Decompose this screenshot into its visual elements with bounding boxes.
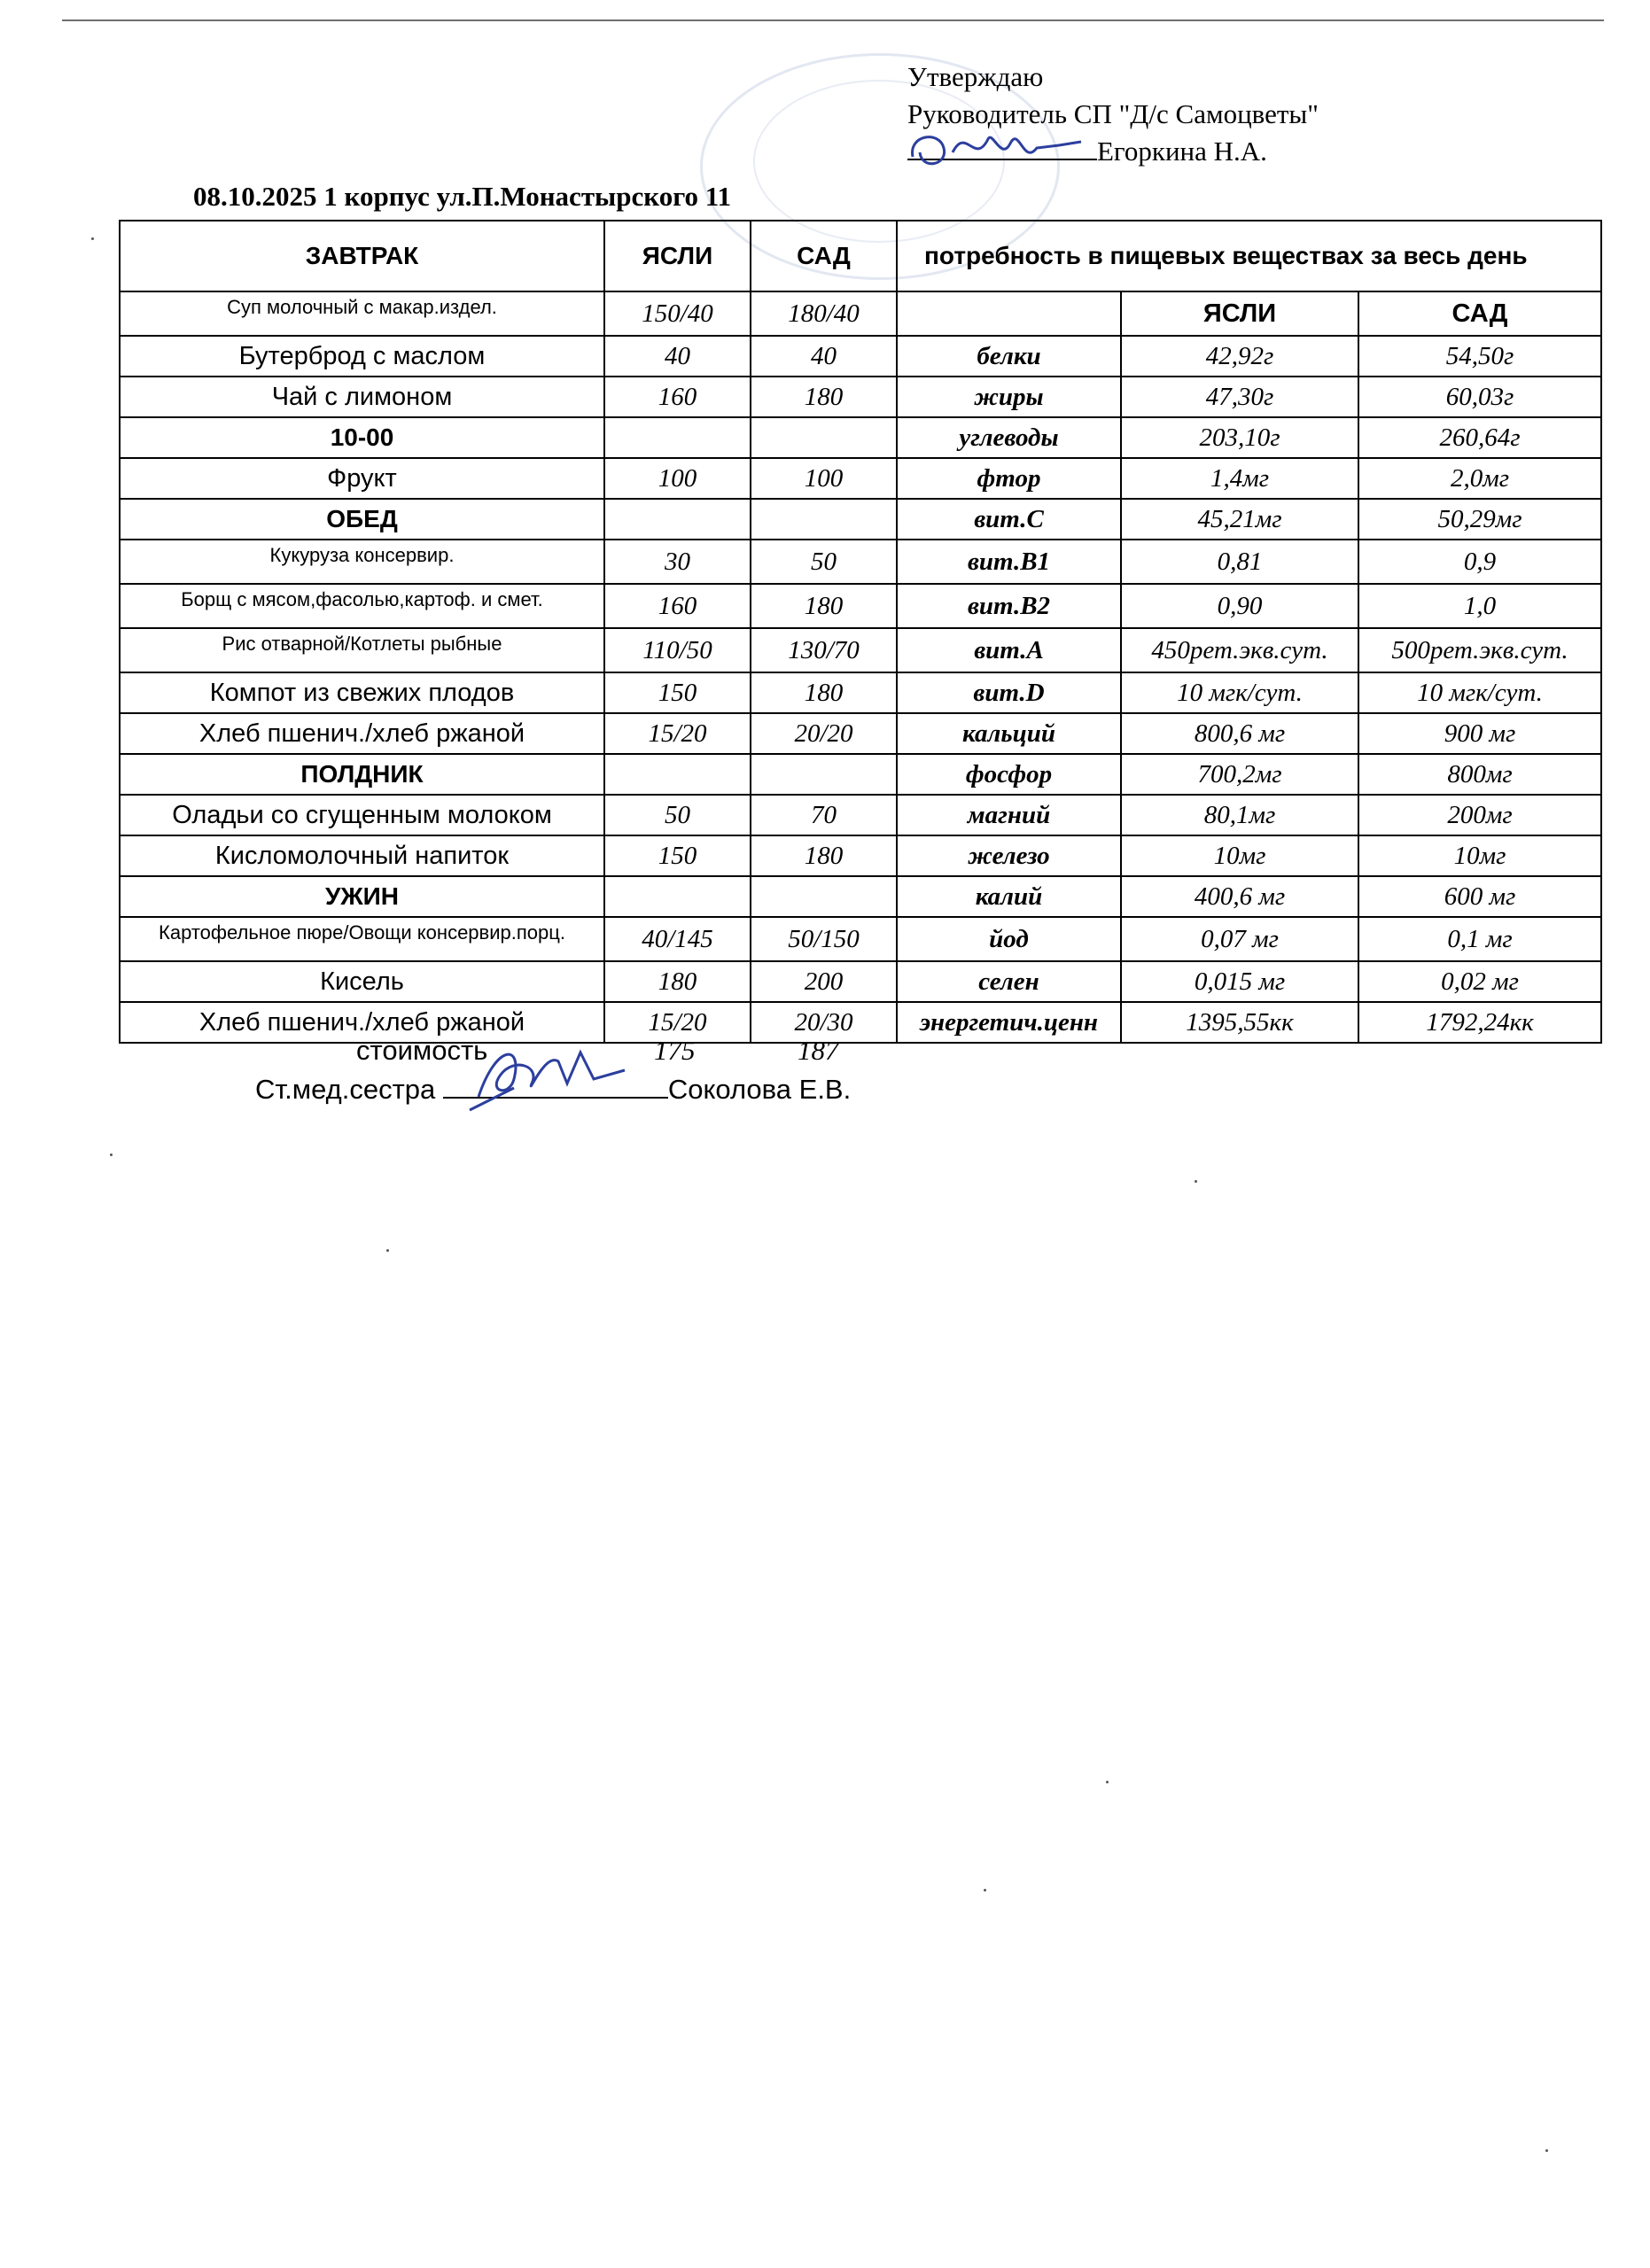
scan-speck <box>1545 2149 1548 2152</box>
table-row <box>120 417 1601 458</box>
nutrient-sad-value: 2,0мг <box>1358 458 1601 499</box>
document-title: 08.10.2025 1 корпус ул.П.Монастырского 11 <box>193 181 732 212</box>
dish-yasli-portion <box>604 754 751 795</box>
scan-speck <box>386 1249 389 1252</box>
nutrient-yasli-value: 0,81 <box>1121 540 1358 584</box>
cost-yasli: 175 <box>654 1035 696 1066</box>
table-row <box>120 540 1601 584</box>
header-meal: ЗАВТРАК <box>120 221 604 291</box>
table-row <box>120 961 1601 1002</box>
scan-speck <box>1106 1781 1109 1783</box>
dish-yasli-portion: 50 <box>604 795 751 835</box>
meal-section-label: ПОЛДНИК <box>120 754 604 795</box>
table-row <box>120 377 1601 417</box>
table-header-row <box>120 221 1601 291</box>
dish-sad-portion: 70 <box>751 795 897 835</box>
nurse-signature <box>461 1035 638 1115</box>
dish-sad-portion: 180 <box>751 584 897 628</box>
scan-speck <box>91 237 94 240</box>
table-row <box>120 458 1601 499</box>
dish-name: Чай с лимоном <box>120 377 604 417</box>
nutrient-header-yasli: ЯСЛИ <box>1121 291 1358 336</box>
nutrient-sad-value: 900 мг <box>1358 713 1601 754</box>
nutrient-name: кальций <box>897 713 1121 754</box>
dish-yasli-portion: 40/145 <box>604 917 751 961</box>
nutrient-sad-value: 50,29мг <box>1358 499 1601 540</box>
nutrient-sad-value: 54,50г <box>1358 336 1601 377</box>
dish-yasli-portion <box>604 499 751 540</box>
dish-sad-portion: 180 <box>751 835 897 876</box>
nutrient-sad-value: 0,9 <box>1358 540 1601 584</box>
header-need: потребность в пищевых веществах за весь день <box>897 221 1601 291</box>
nutrient-yasli-value: 80,1мг <box>1121 795 1358 835</box>
dish-sad-portion: 50/150 <box>751 917 897 961</box>
scan-speck <box>1195 1180 1197 1183</box>
dish-sad-portion: 180 <box>751 377 897 417</box>
nutrient-yasli-value: 10мг <box>1121 835 1358 876</box>
table-row <box>120 628 1601 672</box>
dish-yasli-portion: 30 <box>604 540 751 584</box>
menu-table <box>119 220 1602 1044</box>
nutrient-name: фтор <box>897 458 1121 499</box>
cost-sad: 187 <box>798 1035 839 1066</box>
dish-yasli-portion: 150/40 <box>604 291 751 336</box>
dish-sad-portion: 50 <box>751 540 897 584</box>
table-row <box>120 917 1601 961</box>
scan-speck <box>110 1153 113 1156</box>
scan-speck <box>984 1889 986 1891</box>
nutrient-name: углеводы <box>897 417 1121 458</box>
dish-sad-portion: 20/20 <box>751 713 897 754</box>
nutrient-name: вит.С <box>897 499 1121 540</box>
dish-yasli-portion: 110/50 <box>604 628 751 672</box>
dish-sad-portion: 100 <box>751 458 897 499</box>
nutrient-sad-value: 10мг <box>1358 835 1601 876</box>
nutrient-yasli-value: 0,07 мг <box>1121 917 1358 961</box>
director-signature <box>904 117 1108 179</box>
dish-name: Бутерброд с маслом <box>120 336 604 377</box>
dish-sad-portion: 20/30 <box>751 1002 897 1043</box>
dish-name: Компот из свежих плодов <box>120 672 604 713</box>
nutrient-sad-value: 10 мгк/сут. <box>1358 672 1601 713</box>
nutrient-header-empty <box>897 291 1121 336</box>
nutrient-yasli-value: 1,4мг <box>1121 458 1358 499</box>
nurse-label: Ст.мед.сестра <box>255 1074 436 1105</box>
approval-signer: Егоркина Н.А. <box>1097 136 1267 167</box>
dish-sad-portion: 180 <box>751 672 897 713</box>
dish-yasli-portion: 15/20 <box>604 713 751 754</box>
nutrient-name: вит.А <box>897 628 1121 672</box>
dish-name: Картофельное пюре/Овощи консервир.порц. <box>120 917 604 961</box>
nutrient-yasli-value: 45,21мг <box>1121 499 1358 540</box>
nutrient-sad-value: 1,0 <box>1358 584 1601 628</box>
dish-yasli-portion: 15/20 <box>604 1002 751 1043</box>
table-row <box>120 713 1601 754</box>
nutrient-sad-value: 60,03г <box>1358 377 1601 417</box>
nutrient-name: магний <box>897 795 1121 835</box>
dish-sad-portion: 40 <box>751 336 897 377</box>
nutrient-yasli-value: 800,6 мг <box>1121 713 1358 754</box>
nutrient-name: калий <box>897 876 1121 917</box>
table-row <box>120 672 1601 713</box>
nutrient-name: жиры <box>897 377 1121 417</box>
dish-yasli-portion: 150 <box>604 672 751 713</box>
table-row <box>120 499 1601 540</box>
dish-yasli-portion: 180 <box>604 961 751 1002</box>
dish-name: Хлеб пшенич./хлеб ржаной <box>120 1002 604 1043</box>
dish-name: Борщ с мясом,фасолью,картоф. и смет. <box>120 584 604 628</box>
cost-label: стоимость <box>356 1035 488 1066</box>
approval-position: Руководитель СП "Д/с Самоцветы" <box>907 98 1319 129</box>
table-row <box>120 835 1601 876</box>
nutrient-name: вит.D <box>897 672 1121 713</box>
nutrient-name: железо <box>897 835 1121 876</box>
nutrient-name: вит.В1 <box>897 540 1121 584</box>
meal-section-label: 10-00 <box>120 417 604 458</box>
table-row <box>120 336 1601 377</box>
nutrient-sad-value: 800мг <box>1358 754 1601 795</box>
meal-section-label: УЖИН <box>120 876 604 917</box>
dish-yasli-portion <box>604 417 751 458</box>
dish-sad-portion <box>751 876 897 917</box>
top-rule <box>62 19 1604 21</box>
nutrient-name: селен <box>897 961 1121 1002</box>
dish-yasli-portion: 100 <box>604 458 751 499</box>
approval-title: Утверждаю <box>907 61 1044 92</box>
dish-name: Кисломолочный напиток <box>120 835 604 876</box>
nurse-name: Соколова Е.В. <box>667 1074 852 1105</box>
nutrient-sad-value: 0,1 мг <box>1358 917 1601 961</box>
dish-name: Кисель <box>120 961 604 1002</box>
table-row <box>120 754 1601 795</box>
nutrient-yasli-value: 450рет.экв.сут. <box>1121 628 1358 672</box>
table-row <box>120 291 1601 336</box>
dish-sad-portion <box>751 417 897 458</box>
nutrient-header-sad: САД <box>1358 291 1601 336</box>
nutrient-yasli-value: 10 мгк/сут. <box>1121 672 1358 713</box>
nutrient-name: фосфор <box>897 754 1121 795</box>
header-yasli: ЯСЛИ <box>604 221 751 291</box>
dish-yasli-portion: 160 <box>604 377 751 417</box>
dish-sad-portion <box>751 754 897 795</box>
nutrient-sad-value: 200мг <box>1358 795 1601 835</box>
dish-sad-portion: 200 <box>751 961 897 1002</box>
nutrient-name: энергетич.ценн <box>897 1002 1121 1043</box>
nutrient-yasli-value: 42,92г <box>1121 336 1358 377</box>
dish-name: Кукуруза консервир. <box>120 540 604 584</box>
table-row <box>120 795 1601 835</box>
nutrient-yasli-value: 0,90 <box>1121 584 1358 628</box>
dish-name: Оладьи со сгущенным молоком <box>120 795 604 835</box>
dish-sad-portion: 130/70 <box>751 628 897 672</box>
nutrient-sad-value: 1792,24кк <box>1358 1002 1601 1043</box>
table-row <box>120 876 1601 917</box>
header-sad: САД <box>751 221 897 291</box>
nutrient-yasli-value: 1395,55кк <box>1121 1002 1358 1043</box>
dish-name: Хлеб пшенич./хлеб ржаной <box>120 713 604 754</box>
nutrient-yasli-value: 47,30г <box>1121 377 1358 417</box>
nutrient-yasli-value: 0,015 мг <box>1121 961 1358 1002</box>
dish-yasli-portion: 40 <box>604 336 751 377</box>
nutrient-yasli-value: 203,10г <box>1121 417 1358 458</box>
dish-yasli-portion <box>604 876 751 917</box>
table-row <box>120 584 1601 628</box>
dish-name: Суп молочный с макар.издел. <box>120 291 604 336</box>
dish-name: Фрукт <box>120 458 604 499</box>
dish-yasli-portion: 150 <box>604 835 751 876</box>
dish-name: Рис отварной/Котлеты рыбные <box>120 628 604 672</box>
nutrient-yasli-value: 700,2мг <box>1121 754 1358 795</box>
nutrient-sad-value: 600 мг <box>1358 876 1601 917</box>
table-row <box>120 1002 1601 1043</box>
dish-sad-portion: 180/40 <box>751 291 897 336</box>
nutrient-sad-value: 500рет.экв.сут. <box>1358 628 1601 672</box>
nutrient-sad-value: 260,64г <box>1358 417 1601 458</box>
meal-section-label: ОБЕД <box>120 499 604 540</box>
nutrient-name: вит.В2 <box>897 584 1121 628</box>
nutrient-sad-value: 0,02 мг <box>1358 961 1601 1002</box>
dish-yasli-portion: 160 <box>604 584 751 628</box>
nutrient-name: йод <box>897 917 1121 961</box>
nutrient-yasli-value: 400,6 мг <box>1121 876 1358 917</box>
dish-sad-portion <box>751 499 897 540</box>
nutrient-name: белки <box>897 336 1121 377</box>
